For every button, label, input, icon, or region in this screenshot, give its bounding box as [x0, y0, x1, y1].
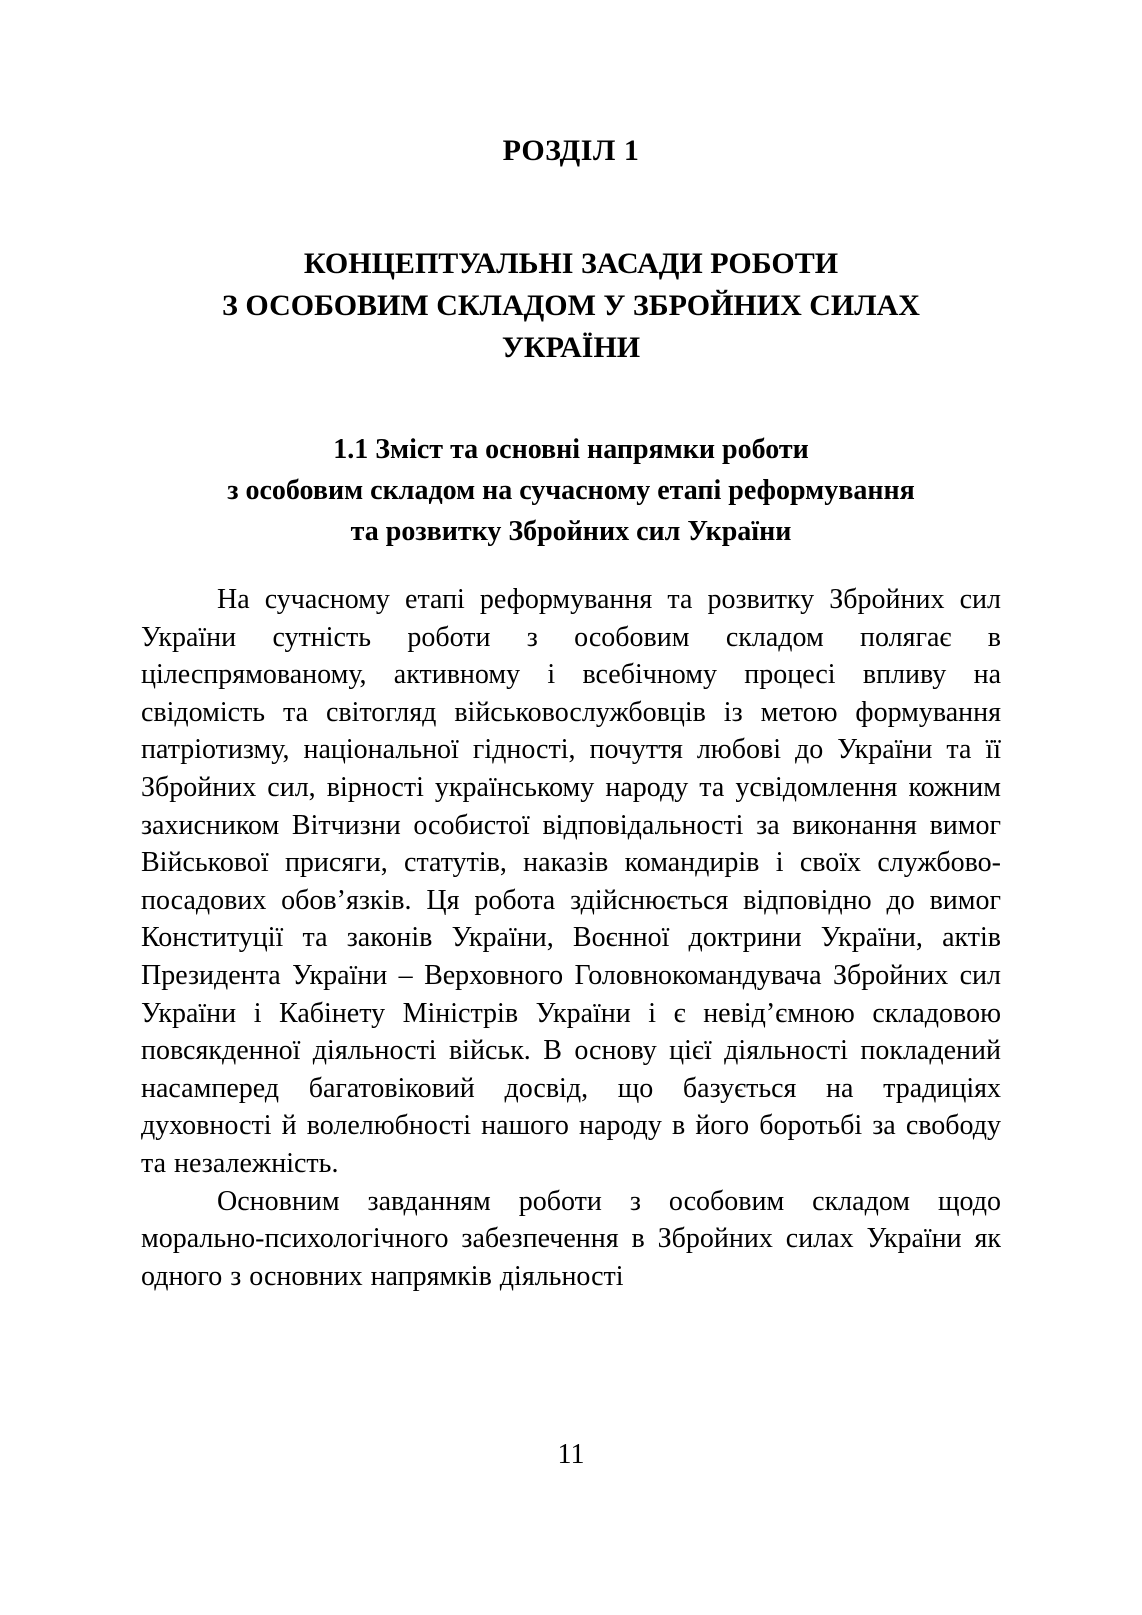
document-title-line: КОНЦЕПТУАЛЬНІ ЗАСАДИ РОБОТИ — [303, 247, 839, 280]
document-title-line: З ОСОБОВИМ СКЛАДОМ У ЗБРОЙНИХ СИЛАХ — [222, 289, 920, 322]
section-heading-line: 1.1 Зміст та основні напрямки роботи — [333, 434, 809, 465]
section-heading — [141, 429, 1001, 552]
body-text — [141, 581, 1001, 1295]
document-title-line: УКРАЇНИ — [501, 331, 641, 364]
chapter-heading: РОЗДІЛ 1 — [502, 134, 640, 167]
section-heading-line: з особовим складом на сучасному етапі реформування — [227, 475, 915, 506]
page-number: 11 — [557, 1439, 585, 1470]
section-heading-line: та розвитку Збройних сил України — [350, 516, 792, 547]
paragraph: На сучасному етапі реформування та розвитку Збройних сил України сутність роботи з особовим складом полягає в цілеспрямованому, активному і всебічному процесі впливу на свідомість та світогляд військовослужбовців із метою формування патріотизму, національної гідності, почуття любові до України та її Збройних сил, вірності українському народу та усвідомлення кожним захисником Вітчизни особистої відповідальності за виконання вимог Військової присяги, статутів, наказів командирів і своїх службово-посадових обов’язків. Ця робота здійснюється відповідно до вимог Конституції та законів України, Воєнної доктрини України, актів Президента України – Верховного Головнокомандувача Збройних сил України і Кабінету Міністрів України і є невід’ємною складовою повсякденної діяльності військ. В основу цієї діяльності покладений насамперед багатовіковий досвід, що базується на традиціях духовності й волелюбності нашого народу в його боротьбі за свободу та незалежність. — [141, 584, 1001, 1179]
document-title — [141, 243, 1001, 369]
paragraph: Основним завданням роботи з особовим складом щодо морально-психологічного забезпечення в Збройних силах України як одного з основних напрямків діяльності — [141, 1185, 1001, 1292]
